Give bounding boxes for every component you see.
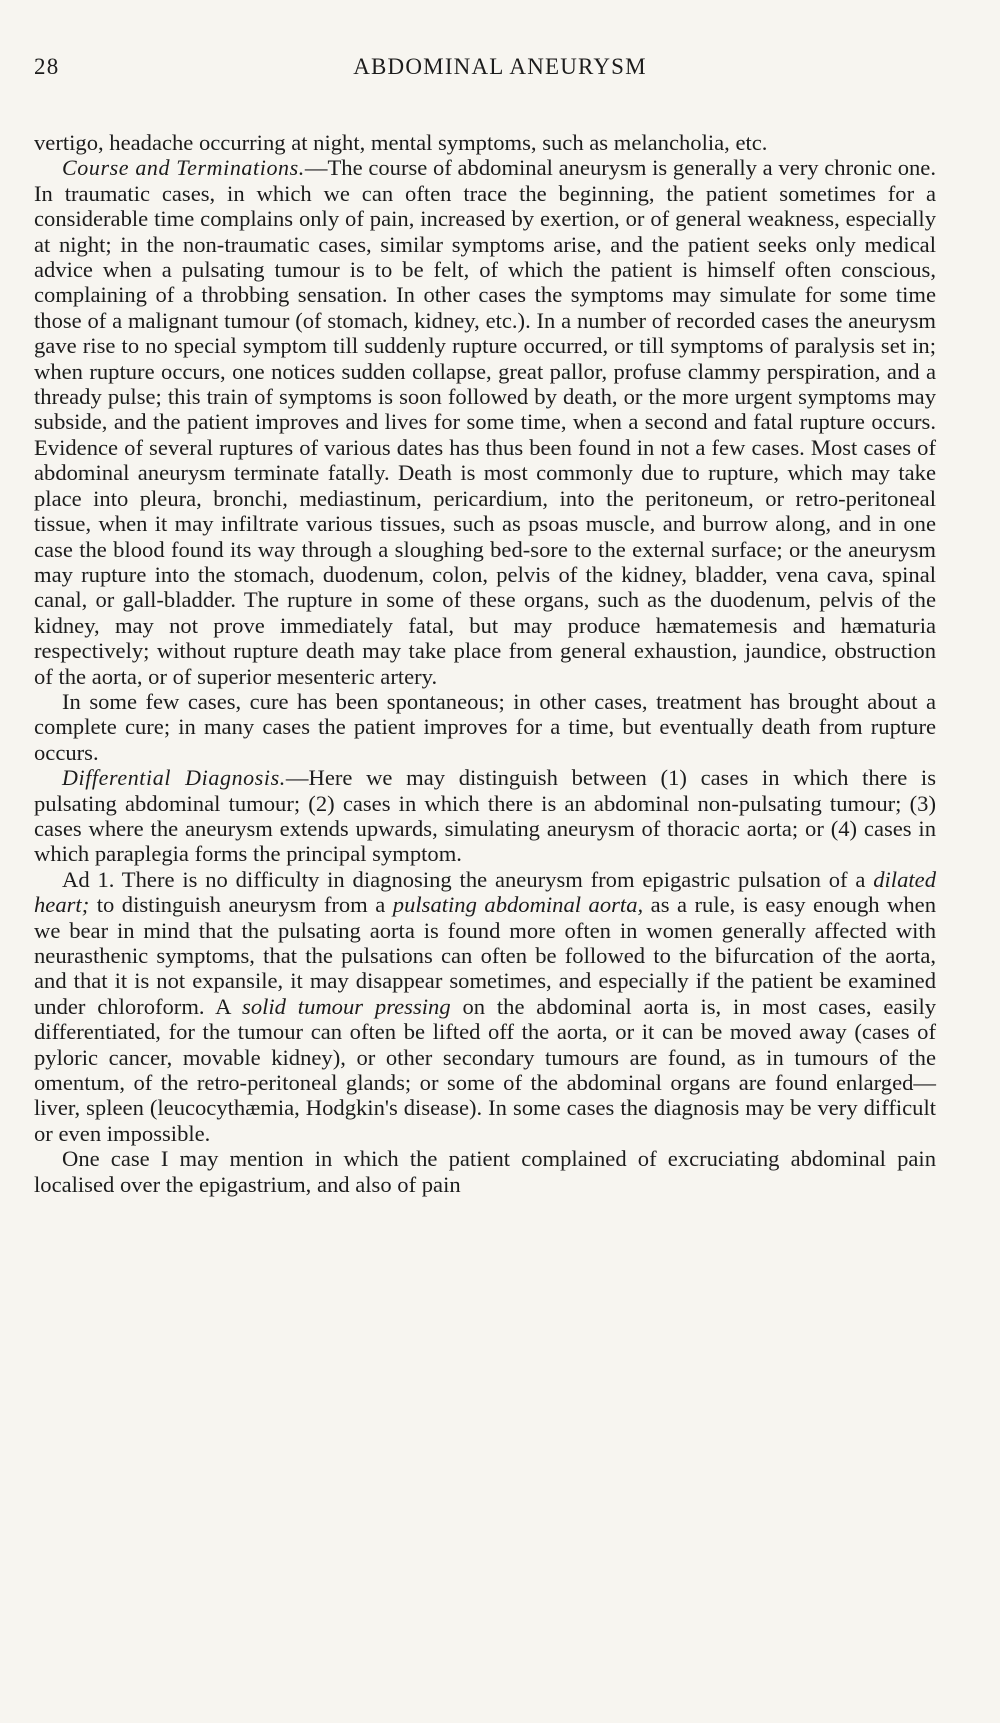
paragraph xyxy=(34,130,936,155)
section-heading: Course and Terminations. xyxy=(62,155,305,181)
text-run: —The course of abdominal aneurysm is generally a very chronic one. In traumatic cases, in which we can often trace the beginning, the patient sometimes for a considerable time complains only of pain, increased by exertion, or of general weakness, especially at night; in the non-traumatic cases, similar symptoms arise, and the patient seeks only medical advice when a pulsating tumour is to be felt, of which the patient is himself often conscious, complaining of a throbbing sensation. In other cases the symptoms may simulate for some time those of a malignant tumour (of stomach, kidney, etc.). In a number of recorded cases the aneurysm gave rise to no special symptom till suddenly rupture occurred, or till symptoms of paralysis set in; when rupture occurs, one notices sudden collapse, great pallor, profuse clammy perspiration, and a thready pulse; this train of symptoms is soon followed by death, or the more urgent symptoms may subside, and the patient improves and lives for some time, when a second and fatal rupture occurs. Evidence of several ruptures of various dates has thus been found in not a few cases. Most cases of abdominal aneurysm terminate fatally. Death is most commonly due to rupture, which may take place into pleura, bronchi, mediastinum, pericardium, into the peritoneum, or retro-peritoneal tissue, when it may infiltrate various tissues, such as psoas muscle, and burrow along, and in one case the blood found its way through a sloughing bed-sore to the external surface; or the aneurysm may rupture into the stomach, duodenum, colon, pelvis of the kidney, bladder, vena cava, spinal canal, or gall-bladder. The rupture in some of these organs, such as the duodenum, pelvis of the kidney, may not prove immediately fatal, but may produce hæmatemesis and hæmaturia respectively; without rupture death may take place from general exhaustion, jaundice, obstruction of the aorta, or of superior mesenteric artery. xyxy=(34,155,936,689)
italic-phrase: solid tumour pressing xyxy=(242,993,451,1019)
body-text xyxy=(34,130,936,1197)
paragraph xyxy=(34,1146,936,1197)
paragraph xyxy=(34,765,936,867)
paragraph xyxy=(34,155,936,689)
italic-phrase: pulsating abdominal aorta, xyxy=(392,892,644,918)
page-number: 28 xyxy=(34,54,60,79)
text-run: —Here we may distinguish between (1) cases in which there is pulsating abdominal tumour; (2) cases in which there is an abdominal non-pulsating tumour; (3) cases where the aneurysm extends upwards, simulating aneurysm of thoracic aorta; or (4) cases in which paraplegia forms the principal symptom. xyxy=(34,765,937,867)
italic-phrase: dilated heart; xyxy=(34,866,936,918)
page-title: ABDOMINAL ANEURYSM xyxy=(353,54,647,79)
text-run: Ad 1. There is no difficulty in diagnosing the aneurysm from epigastric pulsation of a xyxy=(62,866,874,892)
running-head xyxy=(34,54,936,94)
text-run: on the abdominal aorta is, in most cases, easily differentiated, for the tumour can often be lifted off the aorta, or it can be moved away (cases of pyloric cancer, movable kidney), or other secondary tumours are found, as in tumours of the omentum, of the retro-peritoneal glands; or some of the abdominal organs are found enlarged—liver, spleen (leucocythæmia, Hodgkin's disease). In some cases the diagnosis may be very difficult or even impossible. xyxy=(34,993,937,1146)
text-run: to distinguish aneurysm from a xyxy=(89,892,393,918)
paragraph xyxy=(34,689,936,765)
text-run: One case I may mention in which the patient complained of excruciating abdominal pain localised over the epigastrium, and also of pain xyxy=(34,1146,936,1197)
text-run: vertigo, headache occurring at night, mental symptoms, such as melancholia, etc. xyxy=(34,130,768,155)
paragraph xyxy=(34,867,936,1146)
section-heading: Differential Diagnosis. xyxy=(62,765,286,791)
text-run: In some few cases, cure has been spontaneous; in other cases, treatment has brought about a complete cure; in many cases the patient improves for a time, but eventually death from rupture occurs. xyxy=(34,688,936,765)
text-run: as a rule, is easy enough when we bear in mind that the pulsating aorta is found more often in women generally affected with neurasthenic symptoms, that the pulsations can often be followed to the bifurcation of the aorta, and that it is not expansile, it may disappear sometimes, and especially if the patient be examined under chloroform. A xyxy=(34,892,936,1019)
